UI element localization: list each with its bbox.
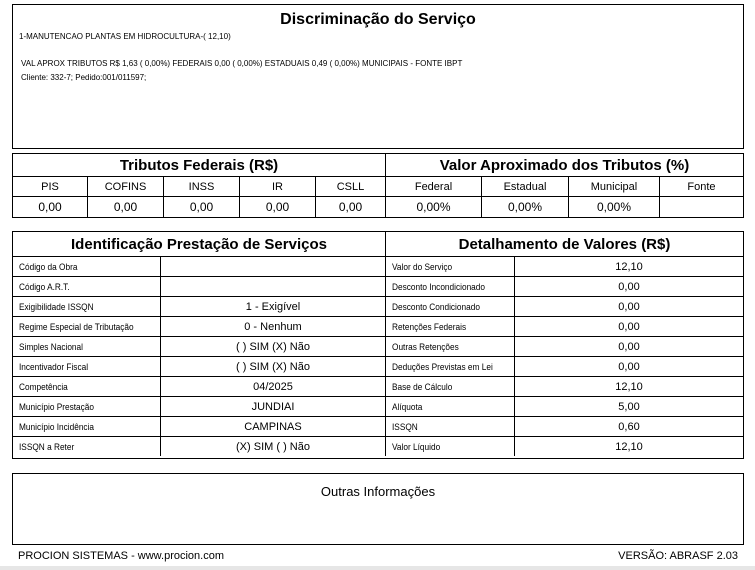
table-row: [13, 277, 386, 297]
tributos-section: [12, 153, 744, 218]
row-value: (X) SIM ( ) Não: [161, 437, 386, 457]
col-federal: Federal: [386, 177, 482, 197]
table-row: [13, 357, 386, 377]
row-label: ISSQN: [392, 421, 418, 432]
row-value: 0,00: [515, 337, 744, 357]
table-row: [13, 417, 386, 437]
table-row: [386, 357, 743, 377]
table-row: [386, 377, 743, 397]
row-label: Retenções Federais: [392, 321, 467, 332]
discriminacao-line-1: 1-MANUTENCAO PLANTAS EM HIDROCULTURA-( 12,10): [19, 32, 231, 41]
value-fonte: [660, 197, 744, 218]
col-pis: PIS: [13, 177, 88, 197]
value-csll: 0,00: [316, 197, 386, 218]
row-value: JUNDIAI: [161, 397, 386, 417]
table-row: [13, 317, 386, 337]
row-label: Código da Obra: [19, 261, 78, 272]
tributos-federais-title: Tributos Federais (R$): [13, 154, 386, 177]
col-municipal: Municipal: [569, 177, 660, 197]
outras-informacoes-section: [12, 473, 744, 545]
row-value: 0,00: [515, 297, 744, 317]
identificacao-detalhamento-section: [12, 231, 744, 459]
col-ir: IR: [240, 177, 316, 197]
row-label: Regime Especial de Tributação: [19, 321, 134, 332]
row-value: 1 - Exigível: [161, 297, 386, 317]
value-pis: 0,00: [13, 197, 88, 218]
row-label: Base de Cálculo: [392, 381, 453, 392]
row-label: Simples Nacional: [19, 341, 83, 352]
discriminacao-section: [12, 4, 744, 149]
row-value: 0,60: [515, 417, 744, 437]
row-label: Competência: [19, 381, 68, 392]
col-cofins: COFINS: [88, 177, 164, 197]
tributos-federais-table: [13, 154, 386, 217]
discriminacao-title: Discriminação do Serviço: [280, 11, 476, 28]
table-row: [13, 437, 386, 457]
table-row: [13, 377, 386, 397]
table-row: [13, 337, 386, 357]
value-federal: 0,00%: [386, 197, 482, 218]
row-label: Incentivador Fiscal: [19, 361, 89, 372]
row-label: Desconto Incondicionado: [392, 281, 485, 292]
table-row: [386, 417, 743, 437]
footer-version: VERSÃO: ABRASF 2.03: [618, 550, 738, 562]
row-value: 12,10: [515, 437, 744, 457]
valor-aproximado-title: Valor Aproximado dos Tributos (%): [386, 154, 743, 177]
table-row: [386, 397, 743, 417]
row-label: Alíquota: [392, 401, 423, 412]
value-cofins: 0,00: [88, 197, 164, 218]
row-value: 12,10: [515, 257, 744, 277]
row-label: Município Incidência: [19, 421, 95, 432]
table-row: [386, 337, 743, 357]
row-value: [161, 257, 386, 277]
row-label: Desconto Condicionado: [392, 301, 480, 312]
col-fonte: Fonte: [660, 177, 744, 197]
outras-informacoes-title: Outras Informações: [320, 484, 436, 499]
discriminacao-line-2: VAL APROX TRIBUTOS R$ 1,63 ( 0,00%) FEDERAIS 0,00 ( 0,00%) ESTADUAIS 0,49 ( 0,00%) MUNICIPAIS - FONTE IBPT: [21, 59, 463, 68]
row-label: Valor Líquido: [392, 441, 441, 452]
table-row: [386, 257, 743, 277]
identificacao-title: Identificação Prestação de Serviços: [13, 232, 386, 257]
row-label: Valor do Serviço: [392, 261, 453, 272]
row-value: 0,00: [515, 317, 744, 337]
table-row: [386, 297, 743, 317]
table-row: [386, 437, 743, 457]
row-label: ISSQN a Reter: [19, 441, 75, 452]
table-row: [386, 277, 743, 297]
detalhamento-title: Detalhamento de Valores (R$): [386, 232, 743, 257]
col-inss: INSS: [164, 177, 240, 197]
row-value: 0 - Nenhum: [161, 317, 386, 337]
col-csll: CSLL: [316, 177, 386, 197]
table-row: [13, 397, 386, 417]
col-estadual: Estadual: [482, 177, 569, 197]
row-value: [161, 277, 386, 297]
value-inss: 0,00: [164, 197, 240, 218]
bottom-scroll-edge: [0, 566, 755, 570]
table-row: [386, 317, 743, 337]
row-label: Município Prestação: [19, 401, 95, 412]
identificacao-table: [13, 232, 386, 456]
row-label: Exigibilidade ISSQN: [19, 301, 94, 312]
row-value: ( ) SIM (X) Não: [161, 357, 386, 377]
row-label: Código A.R.T.: [19, 281, 70, 292]
row-value: CAMPINAS: [161, 417, 386, 437]
row-value: 12,10: [515, 377, 744, 397]
table-row: [13, 257, 386, 277]
value-estadual: 0,00%: [482, 197, 569, 218]
row-value: 0,00: [515, 357, 744, 377]
row-value: 04/2025: [161, 377, 386, 397]
row-value: ( ) SIM (X) Não: [161, 337, 386, 357]
row-value: 0,00: [515, 277, 744, 297]
row-label: Outras Retenções: [392, 341, 459, 352]
valor-aproximado-table: [386, 154, 743, 217]
row-value: 5,00: [515, 397, 744, 417]
discriminacao-line-3: Cliente: 332-7; Pedido:001/011597;: [21, 73, 147, 82]
detalhamento-table: [386, 232, 743, 456]
table-row: [13, 297, 386, 317]
value-ir: 0,00: [240, 197, 316, 218]
value-municipal: 0,00%: [569, 197, 660, 218]
footer-company: PROCION SISTEMAS - www.procion.com: [18, 550, 224, 562]
row-label: Deduções Previstas em Lei: [392, 361, 493, 372]
